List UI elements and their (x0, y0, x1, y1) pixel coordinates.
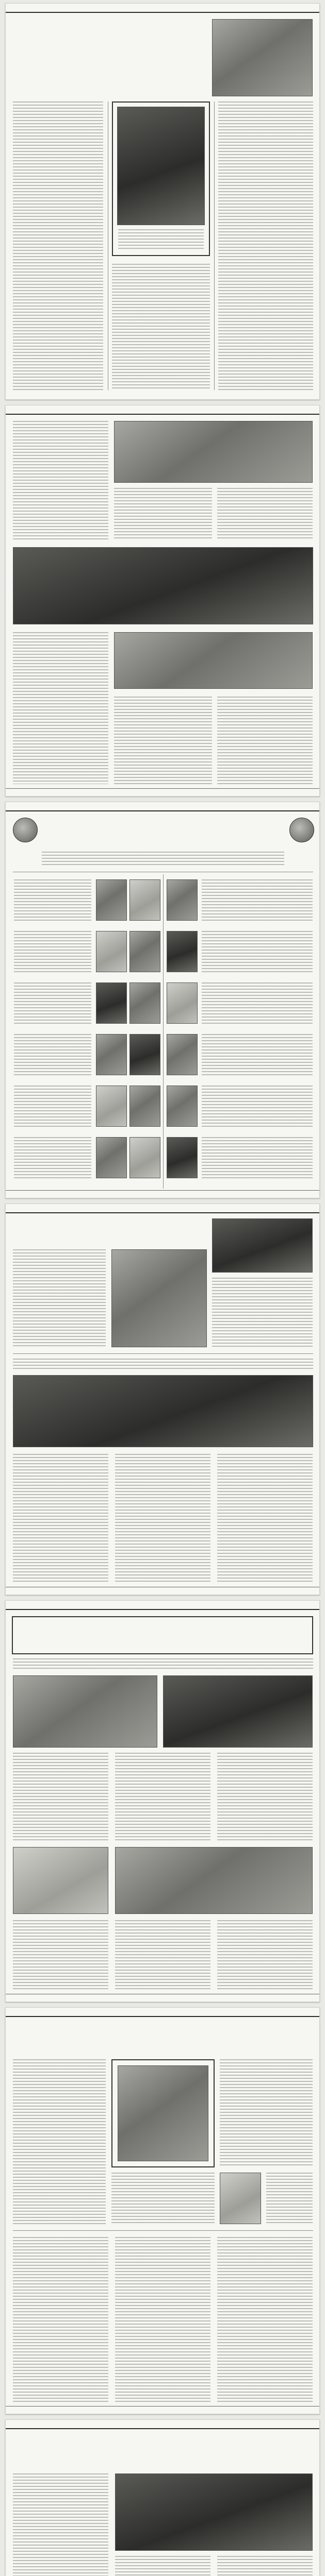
article-text (218, 101, 313, 390)
page-headline (12, 1616, 313, 1654)
column-rule (163, 874, 164, 1189)
profile-photo (129, 1137, 160, 1178)
event-photo (115, 2473, 313, 2551)
page-headline (13, 1218, 201, 1244)
page-header (6, 1204, 319, 1213)
article-text (220, 2059, 313, 2167)
article-text (13, 2473, 108, 2576)
article-text (217, 1920, 313, 1990)
article-text (118, 229, 204, 250)
profile-text (14, 982, 91, 1024)
event-photo (13, 547, 313, 624)
article-text (212, 1278, 313, 1347)
profile-photo (129, 1086, 160, 1127)
article-text (13, 1359, 313, 1370)
page-footer (6, 1994, 319, 2002)
article-text (13, 2059, 106, 2224)
article-text (115, 2237, 210, 2402)
article-text (266, 2173, 313, 2224)
page-header (6, 1601, 319, 1610)
profile-photo (129, 931, 160, 972)
article-text (13, 1454, 108, 1583)
event-photo (114, 632, 313, 689)
profile-photo (129, 1034, 160, 1075)
profile-photo (167, 931, 198, 972)
page-headline (42, 818, 283, 849)
portrait-photo (220, 2173, 261, 2224)
article-text (217, 1753, 313, 1840)
profile-photo (167, 879, 198, 921)
portrait-photo (212, 1218, 313, 1273)
newspaper-page-1 (5, 3, 320, 400)
article-text (13, 1249, 106, 1347)
article-text (217, 2556, 313, 2576)
profile-photo (167, 1137, 198, 1178)
article-text (112, 264, 210, 390)
profile-photo (167, 982, 198, 1024)
profile-photo (96, 1034, 127, 1075)
newspaper-page-3 (5, 802, 320, 1198)
emblem-left (13, 818, 38, 842)
article-text (13, 1658, 313, 1669)
column-rule (214, 101, 215, 390)
article-text (115, 2556, 210, 2576)
profile-text (202, 1086, 313, 1127)
profile-photo (96, 931, 127, 972)
newspaper-page-6 (5, 2007, 320, 2414)
article-text (217, 488, 313, 539)
article-text (114, 488, 212, 539)
article-text (13, 421, 108, 539)
article-text (114, 697, 212, 784)
event-photo (163, 1675, 313, 1748)
newspaper-page-4 (5, 1204, 320, 1595)
framed-portrait (111, 2059, 215, 2167)
group-photo (13, 1375, 313, 1447)
profile-text (202, 931, 313, 972)
profile-text (202, 982, 313, 1024)
page-headline (12, 2435, 313, 2466)
page-header (6, 2008, 319, 2017)
page-header (6, 802, 319, 811)
profile-text (202, 879, 313, 921)
event-photo (13, 1675, 157, 1748)
page-headline (12, 24, 206, 91)
profile-text (14, 1086, 91, 1127)
portrait-photo (212, 19, 313, 96)
profile-photo (167, 1034, 198, 1075)
article-text (42, 852, 284, 867)
page-footer (6, 2406, 319, 2414)
event-photo (114, 421, 313, 483)
page-header (6, 4, 319, 13)
page-footer (6, 788, 319, 796)
profile-photo (129, 879, 160, 921)
profile-photo (96, 879, 127, 921)
profile-photo (96, 1137, 127, 1178)
profile-text (14, 1034, 91, 1075)
section-rule (13, 2230, 313, 2231)
page-header (6, 405, 319, 415)
portrait-photo (111, 1249, 207, 1347)
profile-photo (129, 982, 160, 1024)
event-photo (115, 1847, 313, 1914)
emblem-right (289, 818, 314, 842)
profile-text (202, 1137, 313, 1178)
newspaper-page-7 (5, 2419, 320, 2576)
framed-portrait (112, 101, 210, 256)
article-text (13, 101, 103, 390)
newspaper-page-5 (5, 1600, 320, 2002)
article-text (13, 2237, 108, 2402)
event-photo (13, 1847, 108, 1914)
profile-photo (167, 1086, 198, 1127)
article-text (217, 1454, 313, 1583)
profile-text (202, 1034, 313, 1075)
article-text (115, 1454, 210, 1583)
page-header (6, 2420, 319, 2429)
article-text (217, 2237, 313, 2402)
article-text (13, 1753, 108, 1840)
profile-text (14, 1137, 91, 1178)
article-text (13, 632, 108, 784)
page-footer (6, 1587, 319, 1595)
portrait-photo (118, 2065, 208, 2161)
article-text (217, 697, 313, 784)
section-rule (13, 1353, 313, 1354)
profile-text (14, 879, 91, 921)
profile-text (14, 931, 91, 972)
page-footer (6, 1190, 319, 1198)
profile-photo (96, 982, 127, 1024)
article-text (13, 1920, 108, 1990)
page-headline (12, 2023, 313, 2054)
portrait-photo (117, 107, 205, 225)
article-text (115, 1753, 210, 1840)
article-text (115, 1920, 210, 1990)
profile-photo (96, 1086, 127, 1127)
newspaper-page-2 (5, 405, 320, 796)
article-text (111, 2173, 215, 2224)
